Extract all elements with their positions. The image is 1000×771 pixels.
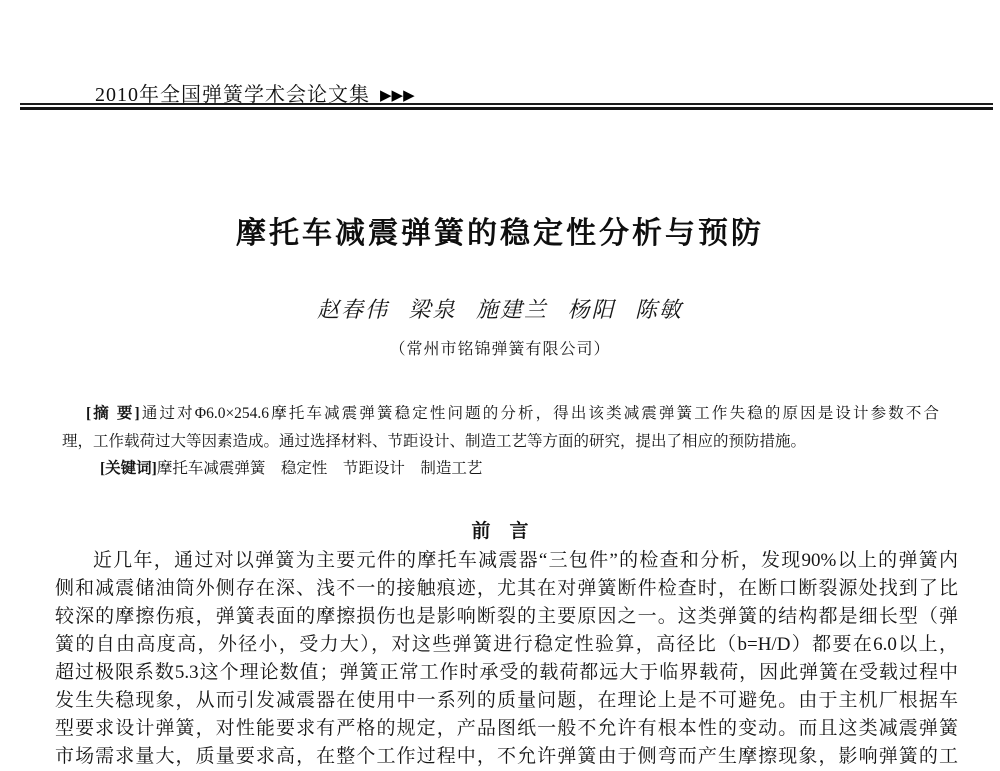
keywords-text: 摩托车减震弹簧 稳定性 节距设计 制造工艺 — [156, 460, 483, 477]
body-line: 发生失稳现象，从而引发减震器在使用中一系列的质量问题，在理论上是不可避免。由于主机厂根据车 — [55, 690, 958, 711]
body-line: 簧的自由高度高，外径小，受力大），对这些弹簧进行稳定性验算，高径比（b=H/D）都要在6.0以上， — [55, 634, 958, 655]
abstract-line-1 — [62, 400, 939, 428]
body-line: 较深的摩擦伤痕，弹簧表面的摩擦损伤也是影响断裂的主要原因之一。这类弹簧的结构都是细长型（弹 — [55, 606, 958, 627]
triple-arrow-icon: ▶▶▶ — [380, 88, 415, 104]
page-title: 摩托车减震弹簧的稳定性分析与预防 — [236, 217, 764, 250]
abstract-line-2: 理，工作载荷过大等因素造成。通过选择材料、节距设计、制造工艺等方面的研究，提出了相应的预防措施。 — [62, 432, 807, 450]
body-line: 市场需求量大，质量要求高，在整个工作过程中，不允许弹簧由于侧弯而产生摩擦现象，影响弹簧的工 — [55, 746, 958, 767]
abstract-label: [摘 要] — [86, 405, 140, 422]
body-line: 超过极限系数5.3这个理论数值；弹簧正常工作时承受的载荷都远大于临界载荷，因此弹簧在受载过程中 — [55, 662, 958, 683]
section-heading-foreword: 前 言 — [471, 521, 529, 542]
keywords-label: [关键词] — [100, 460, 157, 477]
abstract-text-1: 通过对Φ6.0×254.6摩托车减震弹簧稳定性问题的分析，得出该类减震弹簧工作失稳的原因是设计参数不合 — [139, 405, 939, 422]
body-line: 近几年，通过对以弹簧为主要元件的摩托车减震器“三包件”的检查和分析，发现90%以上的弹簧内 — [93, 550, 958, 571]
affiliation-line: （常州市铭锦弹簧有限公司） — [389, 341, 611, 358]
body-line: 侧和减震储油筒外侧存在深、浅不一的接触痕迹，尤其在对弹簧断件检查时，在断口断裂源处找到了比 — [55, 578, 958, 599]
body-line: 型要求设计弹簧，对性能要求有严格的规定，产品图纸一般不允许有根本性的变动。而且这类减震弹簧 — [55, 718, 958, 739]
body-paragraph — [55, 547, 958, 771]
proceedings-title: 2010年全国弹簧学术会论文集 — [95, 84, 370, 106]
authors-line: 赵春伟 梁泉 施建兰 杨阳 陈敏 — [316, 297, 683, 322]
header-rule-thin — [20, 103, 993, 105]
abstract-block — [62, 400, 939, 483]
keywords-line — [62, 455, 939, 483]
header-rule-thick — [20, 107, 993, 110]
